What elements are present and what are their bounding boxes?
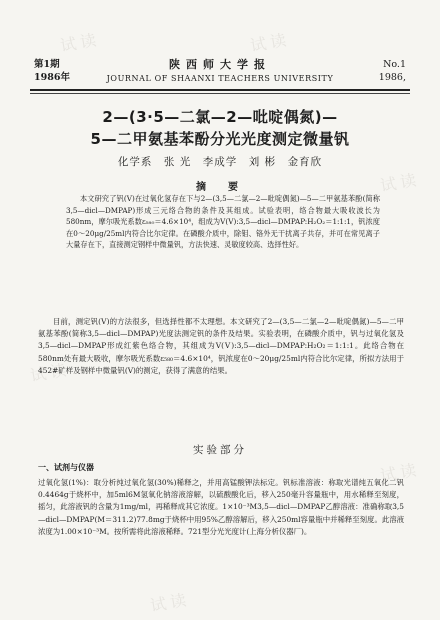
journal-title-en: JOURNAL OF SHAANXI TEACHERS UNIVERSITY	[106, 74, 334, 83]
header-rule	[30, 89, 410, 91]
section-heading: 实验部分	[193, 444, 247, 456]
intro-text: 目前，测定钒(Ⅴ)的方法很多，但选择性都不太理想。本文研究了2—(3,5—二氯—2—吡啶偶氮)—5—二甲氨基苯酚(简称3,5—dicl—DMPAP)光度法测定钒的条件及结果。实验表明，在磷酸介质中，钒与过氧化氢及3,5—dicl—DMPAP形成红紫色络合物，其组成为V(Ⅴ):3,5—dicl—DMPAP:H₂O₂＝1:1:1。此络合物在580nm处有最大吸收，摩尔吸光系数ε₅₈₀＝4.6×10⁴，钒浓度在0～20μg/25ml内符合比尔定律，所拟方法用于452#矿样及钢样中微量钒(Ⅴ)的测定，获得了满意的结果。	[38, 317, 404, 375]
reagents-text: 过氧化氢(1%)：取分析纯过氧化氢(30%)稀释之，并用高锰酸钾法标定。钒标准溶液：称取光谱纯五氧化二钒0.4464g于烧杯中，加5ml6M氢氧化钠溶液溶解，以硫酸酸化后，移入250毫升容量瓶中，用水稀释至刻度，摇匀，此溶液钒的含量为1mg/ml，再稀释成其它浓度。1×10⁻³M3,5—dicl—DMPAP乙醇溶液：准确称取3,5—dicl—DMPAP(M＝311.2)77.8mg于烧杯中用95%乙醇溶解后，移入250ml容量瓶中并稀释至刻度。此溶液浓度为1.00×10⁻³M。按所需将此溶液稀释。721型分光光度计(上海分析仪器厂)。	[38, 478, 405, 536]
watermark: 试读	[148, 589, 192, 616]
abstract-text: 本文研究了钒(Ⅴ)在过氧化氢存在下与2—(3,5—二氯—2—吡啶偶氮)—5—二甲氨基苯酚(简称3,5—dicl—DMPAP)形成三元络合物的条件及其组成。试验表明，络合物最大吸收波长为580nm，摩尔吸光系数ε₅₈₀＝4.6×10⁴，组成为V(Ⅴ):3,5—dicl—DMPAP:H₂O₂＝1:1:1，钒浓度在0～20μg/25ml内符合比尔定律。在磷酸介质中，除钼、铬外无干扰离子共存，并可在常见离子大量存在下，直接测定钢样中微量钒，方法快速、灵敏度较高、选择性好。	[66, 194, 380, 250]
watermark: 试读	[378, 459, 422, 486]
header-left	[34, 58, 70, 84]
subsection-heading: 一、试剂与仪器	[38, 463, 94, 472]
header-rule-thin	[30, 93, 410, 94]
abstract-body	[66, 193, 380, 251]
issue-number: No.1	[383, 59, 406, 70]
article-title-line2: 5—二甲氨基苯酚分光光度测定微量钒	[90, 130, 350, 148]
intro-paragraph	[38, 316, 404, 377]
watermark: 试读	[58, 29, 102, 56]
year-label: 1986年	[34, 72, 70, 83]
watermark: 试读	[378, 169, 422, 196]
journal-title-cn: 陕西师大学报	[169, 58, 271, 71]
journal-masthead	[100, 56, 340, 83]
issue-label: 第1期	[34, 59, 60, 70]
article-title-line1: 2—(3·5—二氯—2—吡啶偶氮)—	[102, 108, 338, 126]
reagents-paragraph	[38, 477, 404, 538]
year-number: 1986,	[378, 72, 406, 83]
watermark: 试读	[248, 29, 292, 56]
author-line: 化学系 张 光 李成学 刘 彬 金育欣	[117, 156, 323, 168]
watermark: 试读	[28, 359, 72, 386]
header-right	[379, 58, 406, 84]
abstract-heading: 摘 要	[196, 182, 244, 193]
